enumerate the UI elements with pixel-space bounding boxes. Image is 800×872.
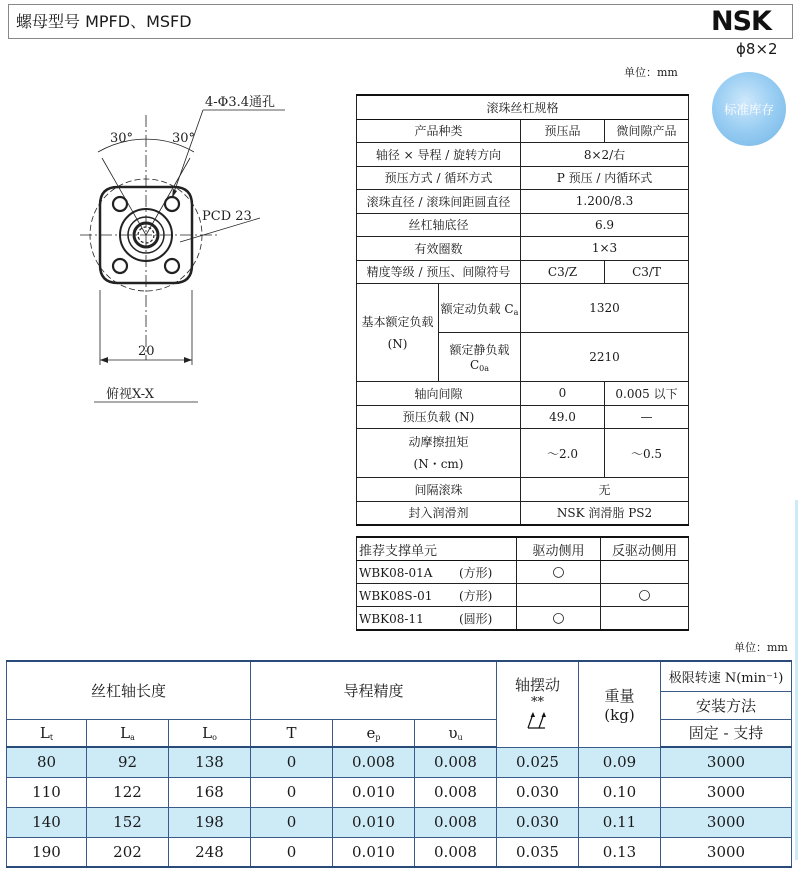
dynamic-load-value: 1320 bbox=[521, 284, 689, 333]
cell-weight: 0.09 bbox=[579, 747, 661, 777]
torque-title: 动摩擦扭矩 bbox=[408, 435, 469, 449]
support-row bbox=[357, 584, 689, 607]
dimension-table bbox=[6, 660, 792, 868]
col-lt bbox=[7, 719, 87, 747]
support-model: WBK08-01A bbox=[359, 565, 433, 580]
cell-vu: 0.008 bbox=[415, 807, 497, 837]
spec-row bbox=[357, 166, 689, 190]
cell-speed: 3000 bbox=[661, 747, 792, 777]
table-row bbox=[7, 837, 792, 867]
dim-group-weight bbox=[579, 661, 661, 747]
precision-preload: C3/Z bbox=[521, 260, 605, 284]
dynamic-load-text: 额定动负载 C bbox=[440, 301, 514, 316]
spec-row-label: 滚珠直径 / 滚珠间距圆直径 bbox=[357, 190, 521, 214]
runout-sub: ** bbox=[531, 695, 544, 711]
cell-weight: 0.13 bbox=[579, 837, 661, 867]
dim-group-length: 丝杠轴长度 bbox=[7, 661, 251, 719]
cell-runout: 0.035 bbox=[497, 837, 579, 867]
cell-runout: 0.030 bbox=[497, 777, 579, 807]
runout-label: 轴摆动 bbox=[514, 676, 560, 695]
preload-label: 预压负载 (N) bbox=[357, 405, 521, 429]
dim-group-runout bbox=[497, 661, 579, 747]
stock-badge bbox=[712, 72, 786, 146]
load-group-title: 基本额定负载 bbox=[361, 314, 434, 329]
cell-lo: 138 bbox=[169, 747, 251, 777]
cell-vu: 0.008 bbox=[415, 837, 497, 867]
torque-micro: ～0.5 bbox=[605, 429, 689, 478]
axial-label: 轴向间隙 bbox=[357, 382, 521, 406]
support-nondrive-mark bbox=[601, 607, 689, 631]
spec-title-row bbox=[357, 95, 689, 119]
dim-unit-label: 单位：mm bbox=[734, 641, 788, 654]
cell-lt: 190 bbox=[7, 837, 87, 867]
support-header-label: 推荐支撑单元 bbox=[357, 537, 517, 561]
cell-ep: 0.010 bbox=[333, 807, 415, 837]
support-model: WBK08S-01 bbox=[359, 588, 433, 603]
support-row bbox=[357, 561, 689, 584]
precision-label: 精度等级 / 预压、间隙符号 bbox=[357, 260, 521, 284]
support-header-drive: 驱动侧用 bbox=[517, 537, 601, 561]
col-lo bbox=[169, 719, 251, 747]
torque-preload: ～2.0 bbox=[521, 429, 605, 478]
spec-header-col2: 微间隙产品 bbox=[605, 119, 689, 143]
runout-icon bbox=[525, 710, 551, 730]
cell-speed: 3000 bbox=[661, 837, 792, 867]
weight-label: 重量 bbox=[604, 686, 635, 705]
cell-lo: 248 bbox=[169, 837, 251, 867]
cell-ep: 0.008 bbox=[333, 747, 415, 777]
support-table bbox=[356, 536, 689, 631]
cell-t: 0 bbox=[251, 807, 333, 837]
col-vu-sub: u bbox=[457, 732, 463, 742]
weight-unit: (kg) bbox=[604, 705, 635, 724]
col-lo-text: L bbox=[202, 723, 213, 742]
spec-header-col1: 预压品 bbox=[521, 119, 605, 143]
spec-header-row bbox=[357, 119, 689, 143]
unit-label: 单位：mm bbox=[624, 66, 678, 79]
dim-group-lead: 导程精度 bbox=[251, 661, 497, 719]
cell-t: 0 bbox=[251, 837, 333, 867]
speed-label: 极限转速 N(min⁻¹) bbox=[661, 661, 792, 691]
col-vu bbox=[415, 719, 497, 747]
spec-row-label: 预压方式 / 循环方式 bbox=[357, 166, 521, 190]
nut-drawing bbox=[60, 90, 350, 410]
spec-row bbox=[357, 237, 689, 261]
support-shape: (方形) bbox=[459, 565, 493, 580]
lubricant-value: NSK 润滑脂 PS2 bbox=[521, 501, 689, 525]
col-ep-text: e bbox=[366, 723, 376, 742]
spec-row-label: 有效圈数 bbox=[357, 237, 521, 261]
angle-right-label: 30° bbox=[172, 131, 196, 146]
col-lt-text: L bbox=[39, 723, 50, 742]
spec-row-value: P 预压 / 内循环式 bbox=[521, 166, 689, 190]
torque-unit: (N・cm) bbox=[413, 457, 464, 471]
support-drive-mark: ○ bbox=[517, 607, 601, 631]
support-model-cell bbox=[357, 584, 517, 607]
axial-preload: 0 bbox=[521, 382, 605, 406]
cell-la: 202 bbox=[87, 837, 169, 867]
cell-lo: 198 bbox=[169, 807, 251, 837]
spec-table bbox=[356, 94, 689, 526]
spec-row-load-dynamic bbox=[357, 284, 689, 333]
cell-la: 92 bbox=[87, 747, 169, 777]
cell-la: 122 bbox=[87, 777, 169, 807]
support-model: WBK08-11 bbox=[359, 611, 424, 626]
spec-row-precision bbox=[357, 260, 689, 284]
col-vu-text: υ bbox=[448, 723, 458, 742]
cell-weight: 0.10 bbox=[579, 777, 661, 807]
support-header-nondrive: 反驱动侧用 bbox=[601, 537, 689, 561]
support-model-cell bbox=[357, 561, 517, 584]
col-la-text: L bbox=[120, 723, 131, 742]
table-row bbox=[7, 807, 792, 837]
nsk-logo: NSK bbox=[711, 6, 771, 37]
mount-method: 固定 - 支持 bbox=[661, 719, 792, 747]
spec-row bbox=[357, 213, 689, 237]
mount-label: 安装方法 bbox=[661, 691, 792, 719]
support-header-row bbox=[357, 537, 689, 561]
cell-lt: 110 bbox=[7, 777, 87, 807]
cell-t: 0 bbox=[251, 747, 333, 777]
size-spec: ϕ8×2 bbox=[736, 40, 778, 58]
precision-micro: C3/T bbox=[605, 260, 689, 284]
edge-strip bbox=[795, 500, 798, 860]
support-shape: (方形) bbox=[459, 588, 493, 603]
col-ep bbox=[333, 719, 415, 747]
spec-row-value: 6.9 bbox=[521, 213, 689, 237]
pcd-label: PCD 23 bbox=[202, 209, 252, 224]
static-load-sub: 0a bbox=[479, 364, 490, 373]
spacer-value: 无 bbox=[521, 478, 689, 502]
width-dim-label: 20 bbox=[138, 344, 155, 359]
support-row bbox=[357, 607, 689, 631]
spec-row-spacer bbox=[357, 478, 689, 502]
spec-row-lubricant bbox=[357, 501, 689, 525]
load-group-unit: (N) bbox=[387, 336, 408, 351]
load-group-label bbox=[357, 284, 439, 382]
spec-header-label: 产品种类 bbox=[357, 119, 521, 143]
col-la-sub: a bbox=[130, 732, 135, 742]
spec-row-axial bbox=[357, 382, 689, 406]
cell-speed: 3000 bbox=[661, 807, 792, 837]
support-model-cell bbox=[357, 607, 517, 631]
hole-label: 4-Φ3.4通孔 bbox=[205, 95, 275, 110]
spec-title: 滚珠丝杠规格 bbox=[357, 95, 689, 119]
support-drive-mark: ○ bbox=[517, 561, 601, 584]
cell-runout: 0.030 bbox=[497, 807, 579, 837]
lubricant-label: 封入润滑剂 bbox=[357, 501, 521, 525]
spec-row-torque bbox=[357, 429, 689, 478]
col-lo-sub: o bbox=[212, 732, 217, 742]
axial-micro: 0.005 以下 bbox=[605, 382, 689, 406]
dim-header-row1 bbox=[7, 661, 792, 691]
cell-ep: 0.010 bbox=[333, 777, 415, 807]
cell-runout: 0.025 bbox=[497, 747, 579, 777]
view-label: 俯视X-X bbox=[106, 387, 154, 402]
dynamic-load-label bbox=[439, 284, 521, 333]
stock-badge-label: 标准库存 bbox=[723, 102, 774, 117]
support-nondrive-mark: ○ bbox=[601, 584, 689, 607]
cell-lt: 80 bbox=[7, 747, 87, 777]
table-row bbox=[7, 777, 792, 807]
page-title: 螺母型号 MPFD、MSFD bbox=[16, 12, 192, 31]
spacer-label: 间隔滚珠 bbox=[357, 478, 521, 502]
col-lt-sub: t bbox=[49, 732, 54, 742]
angle-left-label: 30° bbox=[110, 131, 134, 146]
support-drive-mark bbox=[517, 584, 601, 607]
cell-la: 152 bbox=[87, 807, 169, 837]
preload-value: 49.0 bbox=[521, 405, 605, 429]
support-shape: (圆形) bbox=[459, 611, 493, 626]
cell-lo: 168 bbox=[169, 777, 251, 807]
cell-lt: 140 bbox=[7, 807, 87, 837]
spec-row bbox=[357, 143, 689, 167]
static-load-text: 额定静负载 C bbox=[449, 343, 510, 372]
cell-vu: 0.008 bbox=[415, 777, 497, 807]
col-t: T bbox=[251, 719, 333, 747]
dim-header-row3 bbox=[7, 719, 792, 747]
cell-speed: 3000 bbox=[661, 777, 792, 807]
torque-label bbox=[357, 429, 521, 478]
cell-vu: 0.008 bbox=[415, 747, 497, 777]
spec-row-label: 丝杠轴底径 bbox=[357, 213, 521, 237]
dynamic-load-sub: a bbox=[513, 307, 519, 317]
static-load-label bbox=[439, 333, 521, 382]
col-ep-sub: p bbox=[375, 732, 381, 742]
col-la bbox=[87, 719, 169, 747]
support-nondrive-mark bbox=[601, 561, 689, 584]
spec-row-label: 轴径 × 导程 / 旋转方向 bbox=[357, 143, 521, 167]
cell-weight: 0.11 bbox=[579, 807, 661, 837]
cell-t: 0 bbox=[251, 777, 333, 807]
spec-row-preload bbox=[357, 405, 689, 429]
spec-row-value: 1×3 bbox=[521, 237, 689, 261]
preload-micro: — bbox=[605, 405, 689, 429]
table-row bbox=[7, 747, 792, 777]
spec-row bbox=[357, 190, 689, 214]
spec-row-value: 8×2/右 bbox=[521, 143, 689, 167]
static-load-value: 2210 bbox=[521, 333, 689, 382]
spec-row-value: 1.200/8.3 bbox=[521, 190, 689, 214]
cell-ep: 0.010 bbox=[333, 837, 415, 867]
